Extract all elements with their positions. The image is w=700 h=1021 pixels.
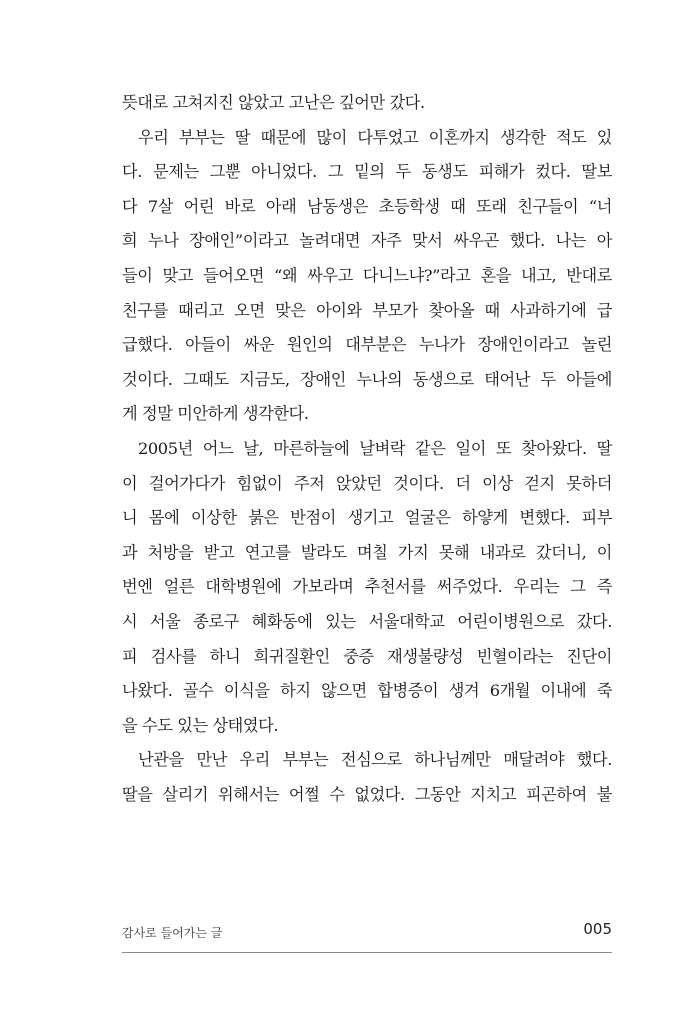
page-number: 005 bbox=[583, 920, 612, 938]
text-line: 다. 문제는 그뿐 아니었다. 그 밑의 두 동생도 피해가 컸다. 딸보 bbox=[122, 162, 612, 182]
paragraph-last-line: 게 정말 미안하게 생각한다. bbox=[122, 404, 309, 424]
text-line: 희 누나 장애인”이라고 놀려대면 자주 맞서 싸우곤 했다. 나는 아 bbox=[122, 231, 612, 251]
paragraph-first-line: 2005년 어느 날, 마른하늘에 날벼락 같은 일이 또 찾아왔다. 딸 bbox=[138, 438, 612, 458]
text-line: 번엔 얼른 대학병원에 가보라며 추천서를 써주었다. 우리는 그 즉 bbox=[122, 577, 612, 597]
text-line: 급했다. 아들이 싸운 원인의 대부분은 누나가 장애인이라고 놀린 bbox=[122, 335, 612, 355]
running-head: 감사로 들어가는 글 bbox=[122, 926, 223, 940]
paragraph-first-line: 난관을 만난 우리 부부는 전심으로 하나님께만 매달려야 했다. bbox=[138, 750, 612, 770]
text-line: 나왔다. 골수 이식을 하지 않으면 합병증이 생겨 6개월 이내에 죽 bbox=[122, 681, 612, 701]
text-line: 친구를 때리고 오면 맞은 아이와 부모가 찾아올 때 사과하기에 급 bbox=[122, 300, 612, 320]
text-line: 딸을 살리기 위해서는 어쩔 수 없었다. 그동안 지치고 피곤하여 불 bbox=[122, 784, 612, 804]
page-footer bbox=[122, 920, 612, 960]
text-line: 피 검사를 하니 희귀질환인 중증 재생불량성 빈혈이라는 진단이 bbox=[122, 646, 612, 666]
text-line: 과 처방을 받고 연고를 발라도 며칠 가지 못해 내과로 갔더니, 이 bbox=[122, 542, 612, 562]
paragraph-last-line: 을 수도 있는 상태였다. bbox=[122, 715, 279, 735]
text-line: 이 걸어가다가 힘없이 주저 앉았던 것이다. 더 이상 걷지 못하더 bbox=[122, 473, 612, 493]
text-line: 다 7살 어린 바로 아래 남동생은 초등학생 때 또래 친구들이 “너 bbox=[122, 196, 612, 216]
text-line: 뜻대로 고쳐지진 않았고 고난은 깊어만 갔다. bbox=[122, 93, 425, 112]
body-text bbox=[122, 86, 612, 812]
text-line: 들이 맞고 들어오면 “왜 싸우고 다니느냐?”라고 혼을 내고, 반대로 bbox=[122, 265, 612, 285]
text-line: 것이다. 그때도 지금도, 장애인 누나의 동생으로 태어난 두 아들에 bbox=[122, 369, 612, 389]
text-line: 니 몸에 이상한 붉은 반점이 생기고 얼굴은 하얗게 변했다. 피부 bbox=[122, 508, 612, 528]
paragraph-first-line: 우리 부부는 딸 때문에 많이 다투었고 이혼까지 생각한 적도 있 bbox=[138, 127, 612, 147]
text-line: 시 서울 종로구 혜화동에 있는 서울대학교 어린이병원으로 갔다. bbox=[122, 611, 612, 631]
footer-divider bbox=[122, 952, 612, 953]
